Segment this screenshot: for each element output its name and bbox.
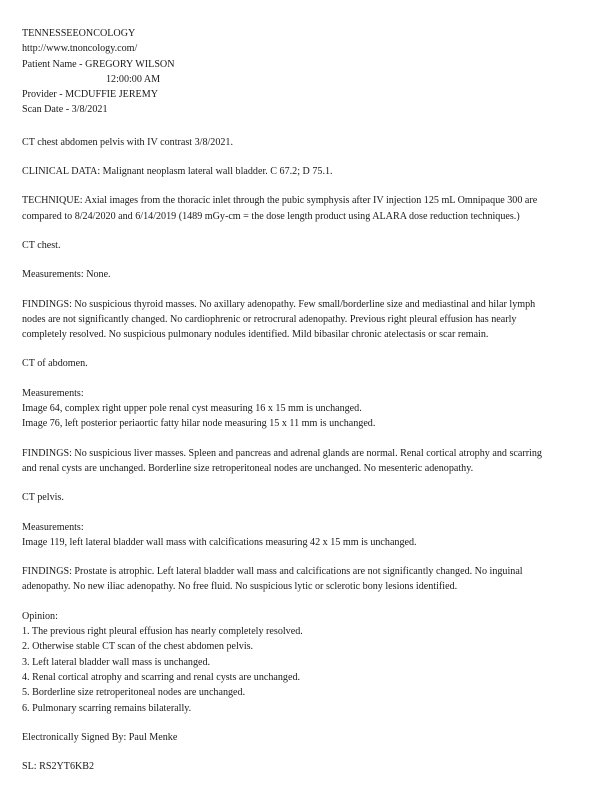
measurement-line: Image 64, complex right upper pole renal cyst measuring 16 x 15 mm is unchanged. bbox=[22, 403, 362, 415]
patient-name: Patient Name - GREGORY WILSON bbox=[22, 58, 175, 70]
opinion-item: 6. Pulmonary scarring remains bilaterally. bbox=[22, 702, 192, 714]
abdomen-heading: CT of abdomen. bbox=[22, 358, 88, 370]
technique-paragraph bbox=[22, 193, 607, 224]
technique-line: TECHNIQUE: Axial images from the thoracic inlet through the pubic symphysis after IV injection 125 mL Omnipaque 300 are bbox=[22, 195, 538, 207]
opinion-item: 4. Renal cortical atrophy and scarring and renal cysts are unchanged. bbox=[22, 671, 301, 683]
signature-line: Electronically Signed By: Paul Menke bbox=[22, 731, 178, 743]
measurement-line: Image 119, left lateral bladder wall mass with calcifications measuring 42 x 15 mm is unchanged. bbox=[22, 536, 417, 548]
opinion-item: 3. Left lateral bladder wall mass is unchanged. bbox=[22, 656, 211, 668]
report-time: 12:00:00 AM bbox=[106, 73, 161, 85]
exam-title: CT chest abdomen pelvis with IV contrast 3/8/2021. bbox=[22, 136, 234, 148]
findings-line: FINDINGS: No suspicious thyroid masses. No axillary adenopathy. Few small/borderline size and mediastinal and hilar lymph bbox=[22, 298, 536, 310]
practice-name: TENNESSEEONCOLOGY bbox=[22, 28, 136, 39]
opinion-item: 2. Otherwise stable CT scan of the chest abdomen pelvis. bbox=[22, 641, 254, 653]
measurements-label: Measurements: bbox=[22, 521, 84, 533]
findings-line: FINDINGS: Prostate is atrophic. Left lateral bladder wall mass and calcifications are not significantly changed. No inguinal bbox=[22, 566, 523, 578]
opinion-item: 1. The previous right pleural effusion has nearly completely resolved. bbox=[22, 626, 303, 638]
chest-heading: CT chest. bbox=[22, 239, 61, 251]
measurement-line: Image 76, left posterior periaortic fatty hilar node measuring 15 x 11 mm is unchanged. bbox=[22, 418, 376, 430]
technique-line: compared to 8/24/2020 and 6/14/2019 (1489 mGy-cm = the dose length product using ALARA dose reduction techniques.) bbox=[22, 210, 520, 222]
measurements-label: Measurements: bbox=[22, 387, 84, 399]
pelvis-measurements bbox=[22, 520, 607, 551]
abdomen-measurements bbox=[22, 386, 607, 432]
sl-code: SL: RS2YT6KB2 bbox=[22, 761, 95, 773]
practice-url: http://www.tnoncology.com/ bbox=[22, 43, 138, 55]
opinion-section bbox=[22, 609, 607, 716]
pelvis-heading: CT pelvis. bbox=[22, 492, 64, 504]
findings-line: nodes are not significantly changed. No cardiophrenic or retrocrural adenopathy. Previous right pleural effusion has nearly bbox=[22, 313, 517, 325]
report-header bbox=[22, 26, 607, 118]
scan-date: Scan Date - 3/8/2021 bbox=[22, 104, 108, 116]
chest-measurements: Measurements: None. bbox=[22, 269, 111, 281]
opinion-item: 5. Borderline size retroperitoneal nodes are unchanged. bbox=[22, 687, 246, 699]
opinion-heading: Opinion: bbox=[22, 610, 58, 622]
report-page bbox=[22, 26, 607, 774]
findings-line: and renal cysts are unchanged. Borderline size retroperitoneal nodes are unchanged. No mesenteric adenopathy. bbox=[22, 462, 474, 474]
findings-line: completely resolved. No suspicious pulmonary nodules identified. Mild bibasilar chronic atelectasis or scar remain. bbox=[22, 329, 489, 341]
pelvis-findings bbox=[22, 564, 607, 595]
chest-findings bbox=[22, 297, 607, 343]
abdomen-findings bbox=[22, 446, 607, 477]
findings-line: adenopathy. No new iliac adenopathy. No free fluid. No suspicious lytic or sclerotic bony lesions identified. bbox=[22, 581, 458, 593]
provider-name: Provider - MCDUFFIE JEREMY bbox=[22, 89, 158, 101]
findings-line: FINDINGS: No suspicious liver masses. Spleen and pancreas and adrenal glands are normal. Renal cortical atrophy and scarring bbox=[22, 447, 542, 459]
clinical-data: CLINICAL DATA: Malignant neoplasm lateral wall bladder. C 67.2; D 75.1. bbox=[22, 166, 333, 178]
